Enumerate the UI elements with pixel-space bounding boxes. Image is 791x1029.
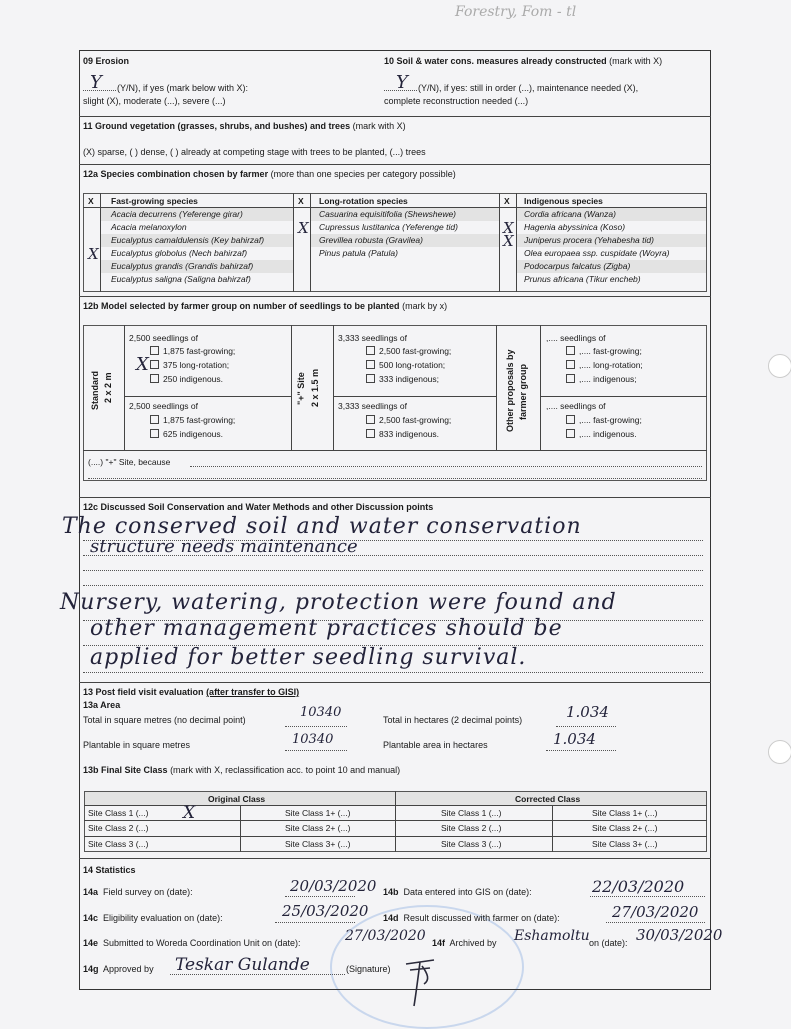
plant-sqm-value: 10340 bbox=[292, 732, 334, 747]
mark-fast: X bbox=[88, 245, 99, 263]
stat-14g: 14g Approved by bbox=[83, 964, 154, 974]
option-plus-b-2[interactable]: 833 indigenous. bbox=[366, 428, 439, 441]
site-class-cell[interactable]: Site Class 3 (...) bbox=[441, 839, 502, 849]
species-item: Hagenia abyssinica (Koso) bbox=[524, 222, 626, 232]
field-survey-date: 20/03/2020 bbox=[290, 877, 377, 895]
species-item: Acacia melanoxylon bbox=[111, 222, 187, 232]
option-std-a-2[interactable]: 375 long-rotation; bbox=[150, 359, 229, 372]
s11-title: 11 Ground vegetation (grasses, shrubs, and bushes) and trees (mark with X) bbox=[83, 121, 406, 131]
plant-ha-value: 1.034 bbox=[553, 730, 596, 748]
total-ha-value: 1.034 bbox=[566, 703, 609, 721]
punch-hole-top bbox=[768, 354, 791, 378]
farmer-discussion-date: 27/03/2020 bbox=[612, 903, 699, 921]
total-sqm-value: 10340 bbox=[300, 705, 342, 720]
woreda-submission-date: 27/03/2020 bbox=[345, 928, 426, 944]
mark-indig-2: X bbox=[503, 232, 514, 250]
species-item: Casuarina equisitifolia (Shewshewe) bbox=[319, 209, 457, 219]
species-item: Grevillea robusta (Gravilea) bbox=[319, 235, 423, 245]
stat-14b: 14b Data entered into GIS on (date): bbox=[383, 887, 532, 897]
site-class-cell[interactable]: Site Class 2 (...) bbox=[88, 823, 149, 833]
discussion-line-2: structure needs maintenance bbox=[90, 536, 358, 557]
option-std-a-1[interactable]: 1,875 fast-growing; bbox=[150, 345, 235, 358]
species-item: Cordia africana (Wanza) bbox=[524, 209, 616, 219]
label-other: Other proposals by bbox=[505, 349, 515, 432]
species-item: Eucalyptus globolus (Nech bahirzaf) bbox=[111, 248, 248, 258]
species-item: Olea europaea ssp. cuspidate (Woyra) bbox=[524, 248, 670, 258]
header-scribble: Forestry, Fom - tl bbox=[455, 4, 577, 20]
plus-site-because: (....) "+" Site, because bbox=[88, 457, 171, 467]
stat-14a: 14a Field survey on (date): bbox=[83, 887, 193, 897]
col-head-indigenous: Indigenous species bbox=[524, 196, 603, 206]
mark-long: X bbox=[298, 219, 309, 237]
col-head-long: Long-rotation species bbox=[319, 196, 408, 206]
species-item: Cupressus lustitanica (Yeferenge tid) bbox=[319, 222, 458, 232]
archived-date: 30/03/2020 bbox=[636, 926, 723, 944]
signature-mark bbox=[400, 950, 440, 1010]
s10-line1: (Y/N), if yes: still in order (...), maintenance needed (X), bbox=[418, 83, 639, 93]
species-item: Prunus africana (Tikur encheb) bbox=[524, 274, 641, 284]
species-item: Eucalyptus saligna (Saligna bahirzaf) bbox=[111, 274, 251, 284]
site-class-cell[interactable]: Site Class 1 (...) bbox=[88, 808, 149, 818]
site-class-cell[interactable]: Site Class 3+ (...) bbox=[592, 839, 658, 849]
label-plus-site: "+" Site bbox=[296, 372, 306, 405]
col-head-fast: Fast-growing species bbox=[111, 196, 198, 206]
stat-14e: 14e Submitted to Woreda Coordination Unit on (date): bbox=[83, 938, 301, 948]
s09-line2: slight (X), moderate (...), severe (...) bbox=[83, 96, 226, 106]
site-class-cell[interactable]: Site Class 1+ (...) bbox=[592, 808, 658, 818]
punch-hole-bottom bbox=[768, 740, 791, 764]
s13b-title: 13b Final Site Class (mark with X, reclassification acc. to point 10 and manual) bbox=[83, 765, 401, 775]
option-other-a-3[interactable]: ,.... indigenous; bbox=[566, 373, 637, 386]
species-item: Pinus patula (Patula) bbox=[319, 248, 398, 258]
site-class-cell[interactable]: Site Class 1 (...) bbox=[441, 808, 502, 818]
stat-14d: 14d Result discussed with farmer on (date): bbox=[383, 913, 560, 923]
site-class-cell[interactable]: Site Class 3 (...) bbox=[88, 839, 149, 849]
original-class-head: Original Class bbox=[208, 794, 266, 804]
s11-options: (X) sparse, ( ) dense, ( ) already at competing stage with trees to be planted, (...) trees bbox=[83, 147, 426, 157]
s10-answer: Y bbox=[396, 72, 408, 93]
discussion-line-3: Nursery, watering, protection were found and bbox=[60, 590, 617, 615]
species-item: Eucalyptus grandis (Grandis bahirzaf) bbox=[111, 261, 254, 271]
option-std-b-2[interactable]: 625 indigenous. bbox=[150, 428, 223, 441]
mark-site-class: X bbox=[183, 803, 196, 823]
site-class-cell[interactable]: Site Class 3+ (...) bbox=[285, 839, 351, 849]
option-std-b-1[interactable]: 1,875 fast-growing; bbox=[150, 414, 235, 427]
site-class-cell[interactable]: Site Class 2+ (...) bbox=[285, 823, 351, 833]
mark-indig-1: X bbox=[503, 219, 514, 237]
s09-answer: Y bbox=[90, 72, 102, 93]
signature-label: (Signature) bbox=[346, 964, 391, 974]
species-item: Juniperus procera (Yehabesha tid) bbox=[524, 235, 654, 245]
mark-standard: X bbox=[136, 354, 149, 375]
label-standard-size: 2 x 2 m bbox=[103, 372, 113, 403]
option-plus-a-3[interactable]: 333 indigenous; bbox=[366, 373, 439, 386]
s12b-title: 12b Model selected by farmer group on number of seedlings to be planted (mark by x) bbox=[83, 301, 448, 311]
s12a-title: 12a Species combination chosen by farmer (more than one species per category possible) bbox=[83, 169, 456, 179]
s09-line1: (Y/N), if yes (mark below with X): bbox=[117, 83, 249, 93]
label-other-2: farmer group bbox=[518, 363, 528, 420]
s09-title: 09 Erosion bbox=[83, 56, 130, 66]
label-plus-size: 2 x 1.5 m bbox=[310, 368, 320, 407]
option-plus-b-1[interactable]: 2,500 fast-growing; bbox=[366, 414, 451, 427]
s13-title: 13 Post field visit evaluation (after transfer to GISI) bbox=[83, 687, 300, 697]
option-std-a-3[interactable]: 250 indigenous. bbox=[150, 373, 223, 386]
option-other-b-2[interactable]: ,.... indigenous. bbox=[566, 428, 637, 441]
stat-14f: 14f Archived by bbox=[432, 938, 497, 948]
s10-line2: complete reconstruction needed (...) bbox=[384, 96, 529, 106]
site-class-cell[interactable]: Site Class 2+ (...) bbox=[592, 823, 658, 833]
option-other-a-1[interactable]: ,.... fast-growing; bbox=[566, 345, 642, 358]
label-standard: Standard bbox=[90, 370, 100, 410]
option-other-b-1[interactable]: ,.... fast-growing; bbox=[566, 414, 642, 427]
s10-title: 10 Soil & water cons. measures already constructed (mark with X) bbox=[384, 56, 663, 66]
s14-title: 14 Statistics bbox=[83, 865, 136, 875]
s12c-title: 12c Discussed Soil Conservation and Water Methods and other Discussion points bbox=[83, 502, 434, 512]
archived-by-name: Eshamoltu bbox=[514, 928, 590, 944]
option-other-a-2[interactable]: ,.... long-rotation; bbox=[566, 359, 643, 372]
discussion-line-5: applied for better seedling survival. bbox=[90, 645, 527, 670]
species-item: Acacia decurrens (Yeferenge girar) bbox=[111, 209, 243, 219]
archived-on-label: on (date): bbox=[589, 938, 628, 948]
stat-14c: 14c Eligibility evaluation on (date): bbox=[83, 913, 223, 923]
species-item: Podocarpus falcatus (Zigba) bbox=[524, 261, 631, 271]
plant-sqm-label: Plantable in square metres bbox=[83, 740, 191, 750]
option-plus-a-1[interactable]: 2,500 fast-growing; bbox=[366, 345, 451, 358]
corrected-class-head: Corrected Class bbox=[515, 794, 581, 804]
total-ha-label: Total in hectares (2 decimal points) bbox=[383, 715, 523, 725]
species-item: Eucalyptus camaldulensis (Key bahirzaf) bbox=[111, 235, 265, 245]
site-class-cell[interactable]: Site Class 2 (...) bbox=[441, 823, 502, 833]
discussion-line-4: other management practices should be bbox=[90, 616, 563, 641]
gis-entry-date: 22/03/2020 bbox=[592, 877, 685, 896]
total-sqm-label: Total in square metres (no decimal point) bbox=[83, 715, 246, 725]
option-plus-a-2[interactable]: 500 long-rotation; bbox=[366, 359, 445, 372]
form-page: Forestry, Fom - tl 09 Erosion Y (Y/N), if yes (mark below with X): slight (X), moderate (...), severe (...) 10 Soil & water cons. measures already constructed (mark with X) Y (Y/N), if yes: still in order (...), maintenance needed (X), complete reconstruction needed (...) 11 Ground vegetation (grasses, shrubs, and bushes) and trees (mark with X) (X) sparse, ( ) dense, ( ) already at competing stage with trees to be planted, (...) trees 12a Species combination chosen by farmer (more than one species per category possible) X Fast-growing species X Long-rotation species X Indigenous species Acacia decurrens (Yeferenge girar) Acacia melanoxylon Eucalyptus camaldulensis (Key bahirzaf) Eucalyptus globolus (Nech bahirzaf) Eucalyptus grandis (Grandis bahirzaf) Eucalyptus saligna (Saligna bahirzaf) Casuarina equisitifolia (Shewshewe) Cupressus lustitanica (Yeferenge tid) Grevillea robusta (Gravilea) Pinus patula (Patula) Cordia africana (Wanza) Hagenia abyssinica (Koso) Juniperus procera (Yehabesha tid) Olea europaea ssp. cuspidate (Woyra) Podocarpus falcatus (Zigba) Prunus africana (Tikur encheb) X X X X 12b Model selected by farmer group on number of seedlings to be planted (mark by x) Standard 2 x 2 m "+" Site 2 x 1.5 m Other proposals by farmer group 2,500 seedlings of 1,875 fast-growing; 375 long-rotation; 250 indigenous. X 2,500 seedlings of 1,875 fast-growing; 625 indigenous. 3,333 seedlings of 2,500 fast-growing; 500 long-rotation; 333 indigenous; 3,333 seedlings of 2,500 fast-growing; 833 indigenous. ,.... seedlings of ,.... fast-growing; ,.... long-rotation; ,.... indigenous; ,.... seedlings of ,.... fast-growing; ,.... indigenous. (....) "+" Site, because 12c Discussed Soil Conservation and Water Methods and other Discussion points The conserved soil and water conservation structure needs maintenance Nursery, watering, protection were found and other management practices should be applied for better seedling survival. 13 Post field visit evaluation (after transfer to GISI) 13a Area Total in square metres (no decimal point) 10340 Total in hectares (2 decimal points) 1.034 Plantable in square metres 10340 Plantable area in hectares 1.034 13b Final Site Class (mark with X, reclassification acc. to point 10 and manual) Original Class Corrected Class Site Class 1 (...) Site Class 1+ (...) Site Class 1 (...) Site Class 1+ (...) Site Class 2 (...) Site Class 2+ (...) Site Class 2 (...) Site Class 2+ (...) Site Class 3 (...) Site Class 3+ (...) Site Class 3 (...) Site Class 3+ (...) X 14 Statistics 14a Field survey on (date): 20/03/2020 14b Data entered into GIS on (date): 22/03/2020 14c Eligibility evaluation on (date): 25/03/2020 14d Result discussed with farmer on (date): 27/03/2020 14e Submitted to Woreda Coordination Unit on (date): 27/03/2020 14f Archived by Eshamoltu on (date): 30/03/2020 14g Approved by Teskar Gulande (Signature) bbox=[0, 0, 791, 1024]
discussion-line-1: The conserved soil and water conservation bbox=[62, 514, 582, 539]
eligibility-date: 25/03/2020 bbox=[282, 902, 369, 920]
plant-ha-label: Plantable area in hectares bbox=[383, 740, 488, 750]
s13a-title: 13a Area bbox=[83, 700, 121, 710]
approved-by-name: Teskar Gulande bbox=[175, 955, 310, 975]
site-class-cell[interactable]: Site Class 1+ (...) bbox=[285, 808, 351, 818]
